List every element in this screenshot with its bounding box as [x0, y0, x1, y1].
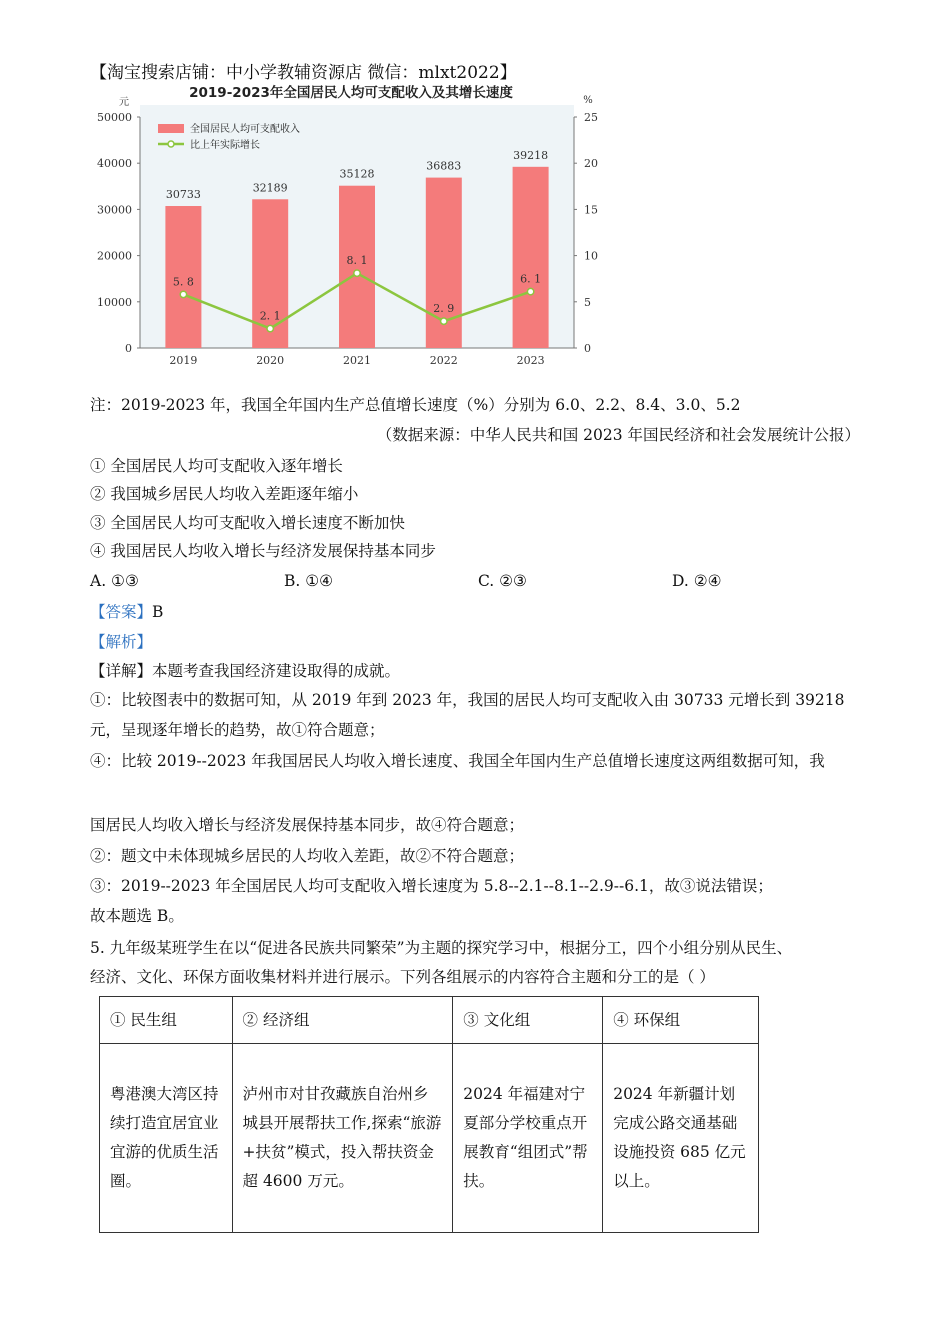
y-tick-label: 40000: [97, 157, 132, 171]
y2-tick-label: 15: [584, 203, 598, 217]
growth-point-2021: [354, 270, 360, 276]
y-tick-label: 50000: [97, 111, 132, 124]
question-5-line-2: 经济、文化、环保方面收集材料并进行展示。下列各组展示的内容符合主题和分工的是（ ）: [90, 968, 715, 986]
answer-tag: 【答案】: [90, 603, 153, 621]
income-bar-label: 39218: [513, 148, 549, 162]
answer-options: [90, 572, 790, 592]
y-tick-label: 0: [125, 342, 132, 355]
growth-point-2019: [180, 291, 186, 297]
income-bar-label: 32189: [252, 181, 288, 195]
option-b[interactable]: B. ①④: [284, 572, 334, 590]
explanation-line-7: ③：2019--2023 年全国居民人均可支配收入增长速度为 5.8--2.1--8.1--2.9--6.1，故③说法错误；: [90, 877, 773, 895]
x-tick-label: 2023: [516, 354, 545, 367]
growth-point-label: 2. 1: [259, 309, 281, 323]
explanation-line-3: 元，呈现逐年增长的趋势，故①符合题意；: [90, 721, 385, 739]
growth-point-label: 8. 1: [346, 254, 368, 268]
statement-4: ④ 我国居民人均收入增长与经济发展保持基本同步: [90, 542, 436, 560]
x-tick-label: 2019: [169, 354, 198, 367]
x-tick-label: 2022: [429, 354, 458, 367]
table-header-row: [100, 997, 759, 1044]
y-tick-label: 30000: [97, 203, 132, 217]
growth-point-2020: [267, 325, 273, 331]
option-c[interactable]: C. ②③: [478, 572, 527, 590]
explanation-line-1: 【详解】本题考查我国经济建设取得的成就。: [90, 662, 401, 680]
header-environment: ④ 环保组: [603, 997, 759, 1044]
income-bar-label: 30733: [165, 188, 201, 202]
x-tick-label: 2020: [256, 354, 285, 367]
answer-line: [90, 602, 163, 622]
y-tick-label: 10000: [97, 295, 132, 309]
growth-point-label: 2. 9: [433, 302, 455, 316]
growth-point-2023: [527, 288, 533, 294]
y2-tick-label: 5: [584, 295, 591, 309]
x-tick-label: 2021: [343, 354, 371, 367]
legend-line-marker: [168, 141, 174, 147]
y2-tick-label: 10: [584, 249, 598, 263]
explanation-line-8: 故本题选 B。: [90, 907, 184, 925]
header-economy: ② 经济组: [232, 997, 453, 1044]
explanation-line-6: ②：题文中未体现城乡居民的人均收入差距，故②不符合题意；: [90, 847, 525, 865]
answer-value: B: [152, 603, 164, 621]
income-bar-label: 35128: [339, 167, 375, 181]
statement-3: ③ 全国居民人均可支配收入增长速度不断加快: [90, 514, 405, 532]
explanation-line-4: ④：比较 2019--2023 年我国居民人均收入增长速度、我国全年国内生产总值增长速度这两组数据可知，我: [90, 752, 825, 770]
legend-bar-label: 全国居民人均可支配收入: [190, 124, 300, 135]
option-d[interactable]: D. ②④: [672, 572, 722, 590]
growth-point-label: 5. 8: [172, 275, 194, 289]
y2-axis-unit: %: [583, 95, 593, 106]
explanation-line-2: ①：比较图表中的数据可知，从 2019 年到 2023 年，我国的居民人均可支配收入由 30733 元增长到 39218: [90, 691, 845, 709]
income-chart: [96, 80, 608, 380]
data-source: （数据来源：中华人民共和国 2023 年国民经济和社会发展统计公报）: [376, 426, 860, 444]
header-culture: ③ 文化组: [453, 997, 603, 1044]
growth-point-2022: [441, 318, 447, 324]
growth-point-label: 6. 1: [520, 272, 542, 286]
gdp-note: 注：2019-2023 年，我国全年国内生产总值增长速度（%）分别为 6.0、2.2、8.4、3.0、5.2: [90, 396, 741, 414]
question-5-line-1: 5. 九年级某班学生在以“促进各民族共同繁荣”为主题的探究学习中，根据分工，四个小组分别从民生、: [90, 939, 793, 957]
option-a[interactable]: A. ①③: [90, 572, 139, 590]
income-bar-2023: [513, 167, 549, 348]
y2-tick-label: 20: [584, 157, 598, 171]
y-tick-label: 20000: [97, 249, 132, 263]
cell-culture: 2024 年福建对宁夏部分学校重点开展教育“组团式”帮扶。: [453, 1044, 603, 1233]
explanation-line-5: 国居民人均收入增长与经济发展保持基本同步，故④符合题意；: [90, 816, 525, 834]
chart-title: 2019-2023年全国居民人均可支配收入及其增长速度: [189, 85, 513, 101]
watermark-header: 【淘宝搜索店铺：中小学教辅资源店 微信：mlxt2022】: [90, 63, 517, 83]
cell-environment: 2024 年新疆计划完成公路交通基础设施投资 685 亿元以上。: [603, 1044, 759, 1233]
groups-table: [99, 996, 759, 1233]
statement-2: ② 我国城乡居民人均收入差距逐年缩小: [90, 485, 359, 503]
header-livelihood: ① 民生组: [100, 997, 233, 1044]
legend-line-label: 比上年实际增长: [190, 140, 260, 151]
cell-livelihood: 粤港澳大湾区持续打造宜居宜业宜游的优质生活圈。: [100, 1044, 233, 1233]
y2-tick-label: 0: [584, 342, 591, 355]
legend-bar-swatch: [158, 124, 184, 133]
cell-economy: 泸州市对甘孜藏族自治州乡城县开展帮扶工作,探索“旅游+扶贫”模式，投入帮扶资金超 4600 万元。: [232, 1044, 453, 1233]
analysis-tag: 【解析】: [90, 633, 153, 651]
table-row: [100, 1044, 759, 1233]
y-axis-unit: 元: [119, 97, 129, 108]
y2-tick-label: 25: [584, 111, 598, 124]
statement-1: ① 全国居民人均可支配收入逐年增长: [90, 457, 343, 475]
income-bar-label: 36883: [426, 159, 462, 173]
